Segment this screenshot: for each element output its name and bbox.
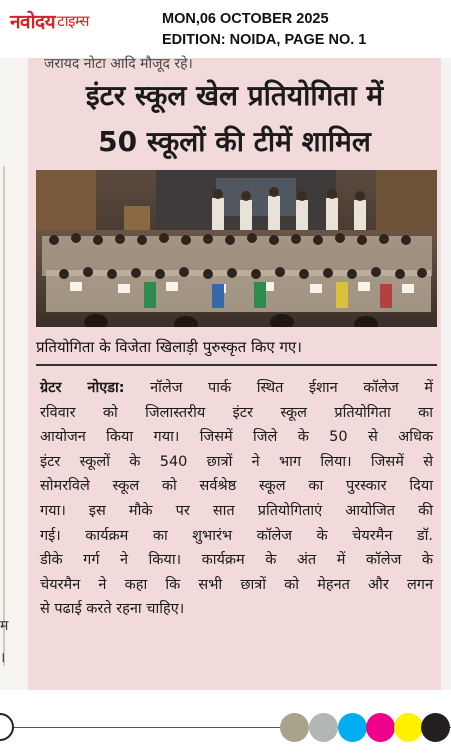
column-divider [3,166,5,666]
news-article [28,58,441,690]
color-swatch-black [421,713,450,742]
print-registration-bar [0,690,451,756]
body-line: गया। इस मौके पर सात प्रतियोगिताएं आयोजित की [40,502,433,519]
adjacent-column-left [0,58,28,690]
color-swatch-cyan [338,713,367,742]
crosshair-circle-icon [0,713,14,741]
body-line: ग्रेटर नोएडा: नॉलेज पार्क स्थित ईशान कॉलेज में [40,380,433,396]
newspaper-logo[interactable] [10,9,89,33]
color-swatch-olive [280,713,309,742]
article-body [40,376,433,622]
page-header [0,0,451,58]
headline-line-2: 50 स्कूलों की टीमें शामिल [98,125,371,158]
body-line: डीके गर्ग ने किया। कार्यक्रम के अंत में कॉलेज के [40,552,433,569]
color-swatch-gray [309,713,338,742]
dateline: ग्रेटर नोएडा: [40,380,125,396]
column-fragment: । [0,650,6,666]
logo-main-text: नवोदय [10,11,56,33]
color-swatch-yellow [394,713,423,742]
caption-divider [36,364,437,366]
column-fragment: म [0,618,9,634]
body-line: इंटर स्कूलों के 540 छात्रों ने भाग लिया। जिसमें से [40,453,433,470]
color-swatch-magenta [366,713,395,742]
logo-sub-text: टाइम्स [57,12,89,30]
photo-caption: प्रतियोगिता के विजेता खिलाड़ी पुरुस्कृत किए गए। [36,338,302,356]
headline-line-1: इंटर स्कूल खेल प्रतियोगिता में [85,79,384,112]
edition-line: EDITION: NOIDA, PAGE NO. 1 [162,32,367,48]
previous-story-tail: जरायद नोटा आदि मौजूद रहे। [44,56,193,72]
adjacent-column-right [441,58,451,690]
event-photo[interactable] [36,170,437,327]
body-line: से पढाई करते रहना चाहिए। [40,601,185,618]
body-line: गई। कार्यक्रम का शुभारंभ कॉलेज के चेयरमैन डॉ. [40,527,433,544]
body-line: सोमरविले स्कूल को सर्वश्रेष्ठ स्कूल का पुरस्कार दिया [40,478,433,495]
body-line: चेयरमैन ने कहा कि सभी छात्रों को मेहनत और लगन [40,576,433,593]
edition-info [162,9,366,51]
event-photo-illustration [36,170,437,327]
date-line: MON,06 OCTOBER 2025 [162,11,329,27]
body-line: आयोजन किया गया। जिसमें जिले के 50 से अधिक [40,429,433,446]
body-line: रविवार को जिलास्तरीय इंटर स्कूल प्रतियोगिता का [40,404,433,421]
